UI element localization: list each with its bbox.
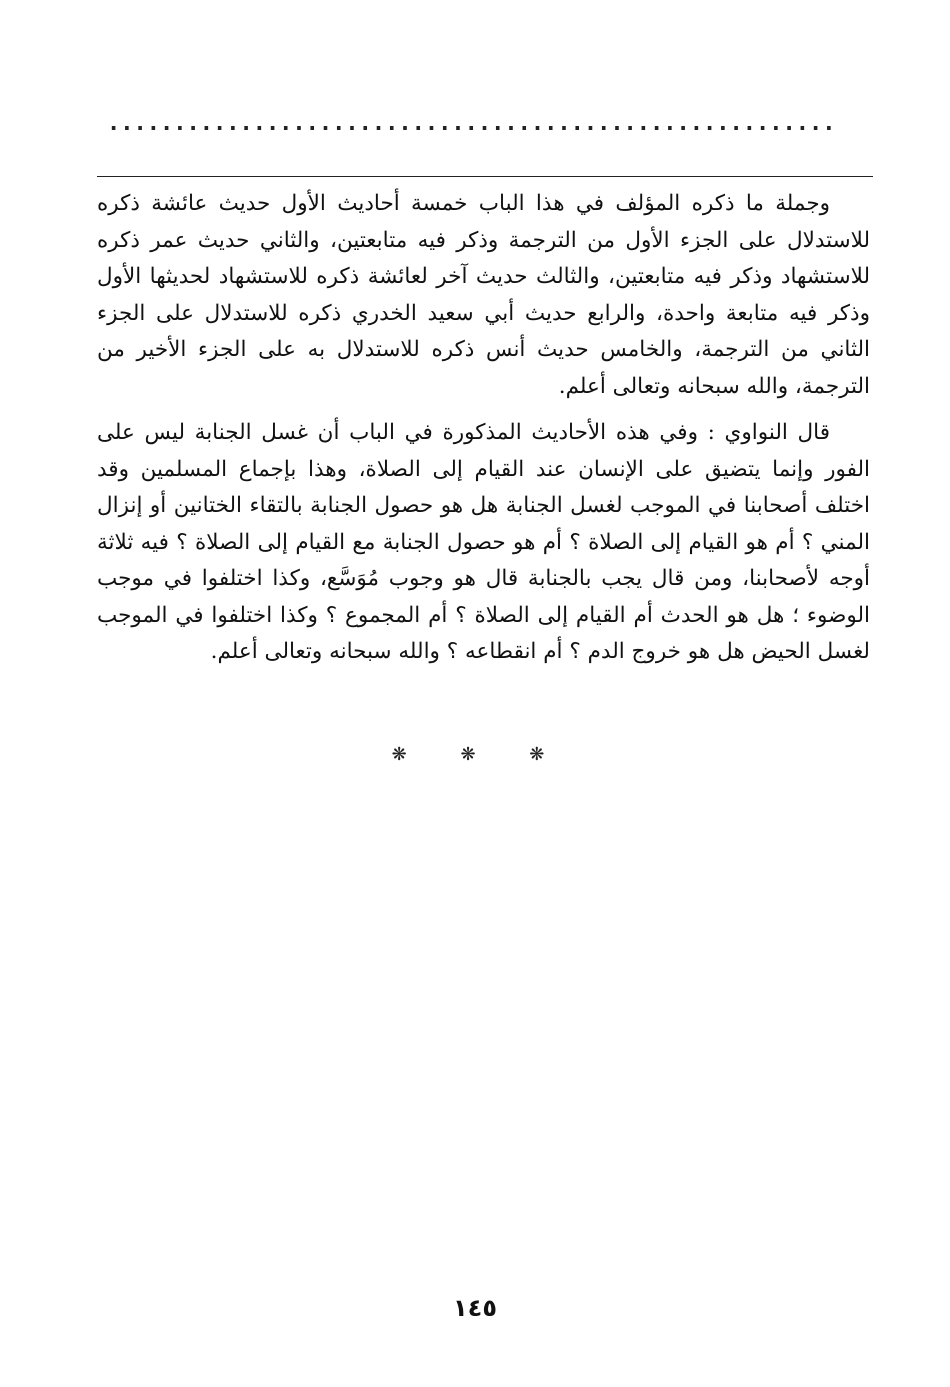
header-rule xyxy=(97,176,873,177)
paragraph-2: قال النواوي : وفي هذه الأحاديث المذكورة في الباب أن غسل الجنابة ليس على الفور وإنما يتضيق على الإنسان عند القيام إلى الصلاة، وهذا بإجماع المسلمين وقد اختلف أصحابنا في الموجب لغسل الجنابة هل هو حصول الجنابة بالتقاء الختانين أو إنزال المني ؟ أم هو القيام إلى الصلاة ؟ أم هو حصول الجنابة مع القيام إلى الصلاة ؟ فيه ثلاثة أوجه لأصحابنا، ومن قال يجب بالجنابة قال هو وجوب مُوَسَّع، وكذا اختلفوا في موجب الوضوء ؛ هل هو الحدث أم القيام إلى الصلاة ؟ أم المجموع ؟ وكذا اختلفوا في الموجب لغسل الحيض هل هو خروج الدم ؟ أم انقطاعه ؟ والله سبحانه وتعالى أعلم. xyxy=(97,420,870,664)
header-dotted-line: ....................................................... xyxy=(107,112,836,136)
paragraph-1: وجملة ما ذكره المؤلف في هذا الباب خمسة أحاديث الأول حديث عائشة ذكره للاستدلال على الجزء الأول من الترجمة وذكر فيه متابعتين، والثاني حديث عمر ذكره للاستشهاد وذكر فيه متابعتين، والثالث حديث آخر لعائشة ذكره للاستشهاد لحديثها الأول وذكر فيه متابعة واحدة، والرابع حديث أبي سعيد الخدري ذكره للاستدلال على الجزء الثاني من الترجمة، والخامس حديث أنس ذكره للاستدلال به على الجزء الأخير من الترجمة، والله سبحانه وتعالى أعلم. xyxy=(97,191,870,399)
page-body xyxy=(97,186,870,671)
page-number: ١٤٥ xyxy=(453,1294,497,1322)
section-separator: ❋ ❋ ❋ xyxy=(391,744,569,765)
